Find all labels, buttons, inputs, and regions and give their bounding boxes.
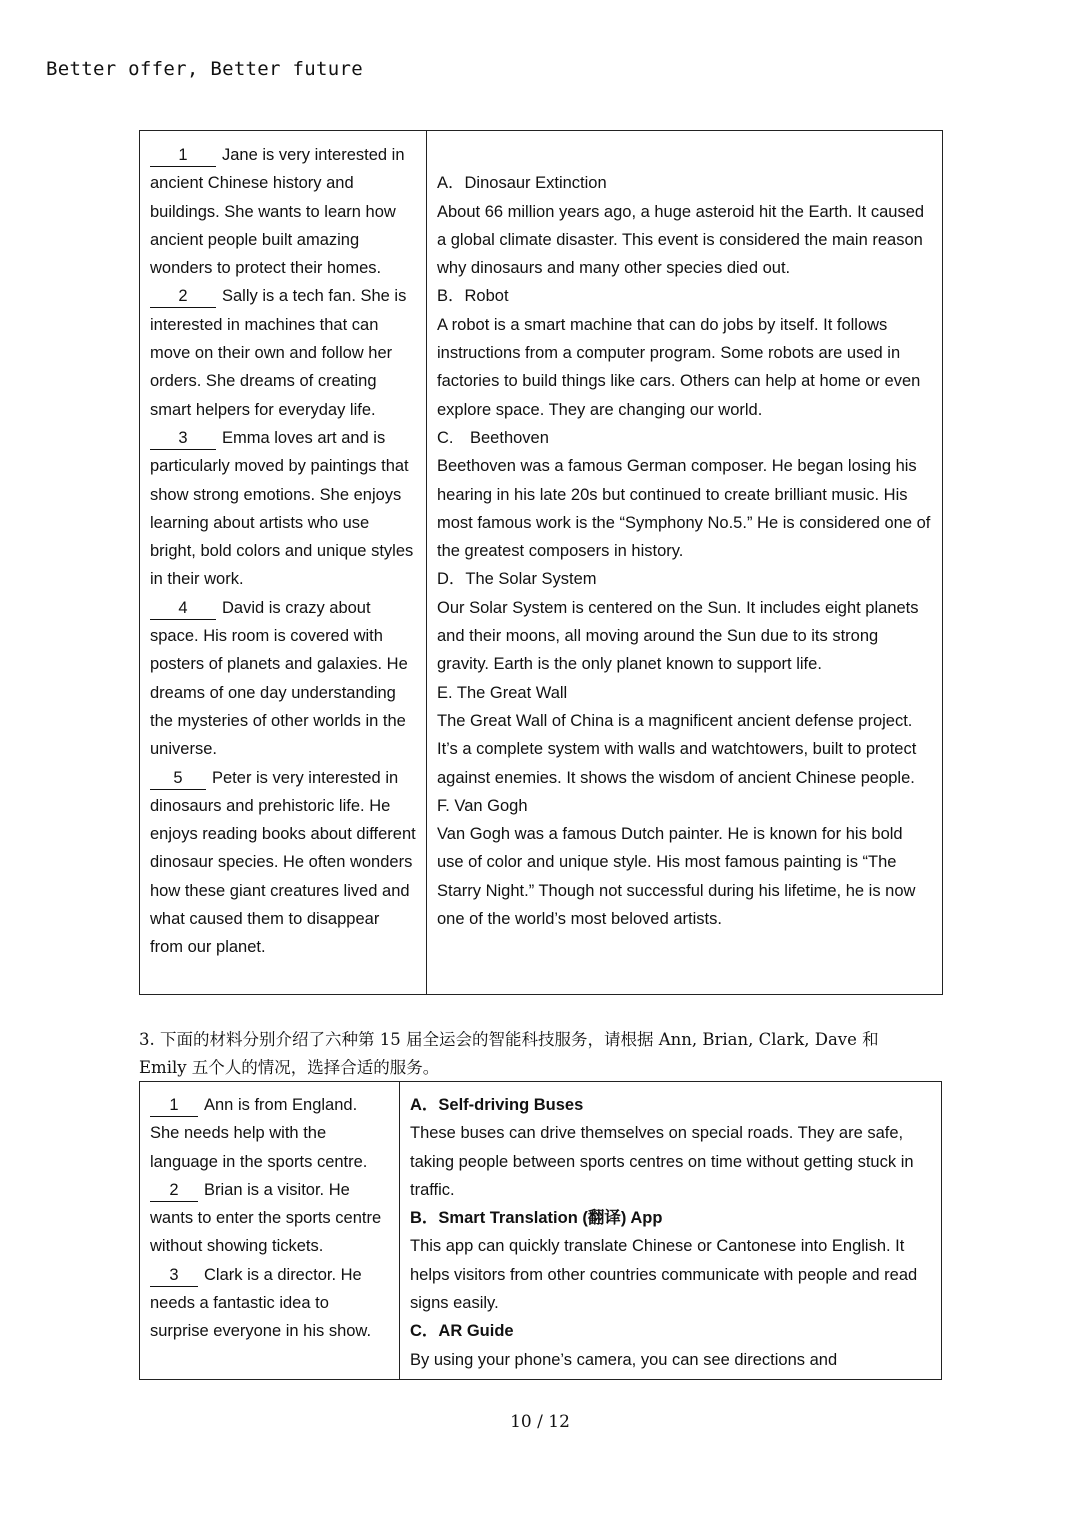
topic-title: F. Van Gogh (437, 796, 528, 815)
person-item (150, 1091, 389, 1176)
person-item (150, 282, 416, 423)
person-text: Emma loves art and is particularly moved by paintings that show strong emotions. She enjoys learning about artists who use bright, bold colors and unique styles in their work. (150, 428, 414, 589)
person-text: Brian is a visitor. He wants to enter the sports centre without showing tickets. (150, 1180, 382, 1256)
service-title: C．AR Guide (410, 1322, 514, 1341)
question-3-line-2: Emily 五个人的情况，选择合适的服务。 (139, 1058, 440, 1078)
person-text: Jane is very interested in ancient Chinese history and buildings. She wants to learn how ancient people built amazing wonders to protect their homes. (150, 146, 405, 278)
topic-text: The Great Wall of China is a magnificent ancient defense project. It’s a complete system with walls and watchtowers, built to protect against enemies. It shows the wisdom of ancient Chinese people. (437, 711, 917, 787)
topic-text: Van Gogh was a famous Dutch painter. He is known for his bold use of color and unique style. His most famous painting is “The Starry Night.” Though not successful during his lifetime, he is now one of the world’s most beloved artists. (437, 825, 916, 929)
answer-blank[interactable]: 3 (150, 428, 216, 450)
topics-column (427, 131, 943, 995)
person-item (150, 594, 416, 764)
topic-text: Our Solar System is centered on the Sun. It includes eight planets and their moons, all moving around the Sun due to its strong gravity. Earth is the only planet known to support life. (437, 598, 919, 674)
answer-blank[interactable]: 2 (150, 1180, 198, 1202)
service-text: These buses can drive themselves on special roads. They are safe, taking people between sports centres on time without getting stuck in traffic. (410, 1124, 914, 1199)
matching-table-2 (139, 1081, 942, 1380)
topic-title: D．The Solar System (437, 570, 597, 589)
answer-blank[interactable]: 5 (150, 768, 206, 790)
topic-text: About 66 million years ago, a huge asteroid hit the Earth. It caused a global climate disaster. This event is considered the main reason why dinosaurs and many other species died out. (437, 202, 925, 278)
people-column (140, 131, 427, 995)
topic-title: C. Beethoven (437, 428, 549, 447)
topic-text: Beethoven was a famous German composer. He began losing his hearing in his late 20s but continued to create brilliant music. His most famous work is the “Symphony No.5.” He is considered one of the greatest composers in history. (437, 457, 931, 561)
page-header: Better offer, Better future (46, 58, 363, 80)
topic-title: B．Robot (437, 287, 509, 306)
page-number: 10 / 12 (510, 1412, 570, 1432)
answer-blank[interactable]: 4 (150, 598, 216, 620)
person-text: Sally is a tech fan. She is interested in machines that can move on their own and follow her orders. She dreams of creating smart helpers for everyday life. (150, 287, 407, 419)
person-item (150, 141, 416, 282)
person-text: David is crazy about space. His room is covered with posters of planets and galaxies. He dreams of one day understanding the mysteries of other worlds in the universe. (150, 598, 408, 759)
person-item (150, 424, 416, 594)
topic-text: A robot is a smart machine that can do jobs by itself. It follows instructions from a computer program. Some robots are used in factories to build things like cars. Others can help at home or even explore space. They are changing our world. (437, 315, 921, 419)
person-text: Peter is very interested in dinosaurs and prehistoric life. He enjoys reading books about different dinosaur species. He often wonders how these giant creatures lived and what caused them to disappear from our planet. (150, 768, 416, 957)
person-text: Clark is a director. He needs a fantastic idea to surprise everyone in his show. (150, 1265, 372, 1341)
topic-title: A．Dinosaur Extinction (437, 174, 607, 193)
person-item (150, 1261, 389, 1346)
answer-blank[interactable]: 1 (150, 145, 216, 167)
matching-table-1 (139, 130, 943, 995)
answer-blank[interactable]: 1 (150, 1095, 198, 1117)
answer-blank[interactable]: 3 (150, 1265, 198, 1287)
topic-title: E. The Great Wall (437, 683, 568, 702)
services-column (400, 1082, 942, 1380)
person-item (150, 1176, 389, 1261)
service-text: By using your phone’s camera, you can see directions and (410, 1350, 838, 1369)
people-column (140, 1082, 400, 1380)
person-text: Ann is from England. She needs help with the language in the sports centre. (150, 1096, 368, 1171)
service-title: A．Self-driving Buses (410, 1096, 584, 1114)
service-text: This app can quickly translate Chinese or Cantonese into English. It helps visitors from other countries communicate with people and read signs easily. (410, 1237, 918, 1313)
answer-blank[interactable]: 2 (150, 286, 216, 308)
question-3-line-1: 3. 下面的材料分别介绍了六种第 15 届全运会的智能科技服务，请根据 Ann, Brian, Clark, Dave 和 (139, 1030, 879, 1049)
question-3-instructions (139, 1026, 939, 1083)
person-item (150, 764, 416, 962)
service-title: B．Smart Translation (翻译) App (410, 1209, 663, 1228)
